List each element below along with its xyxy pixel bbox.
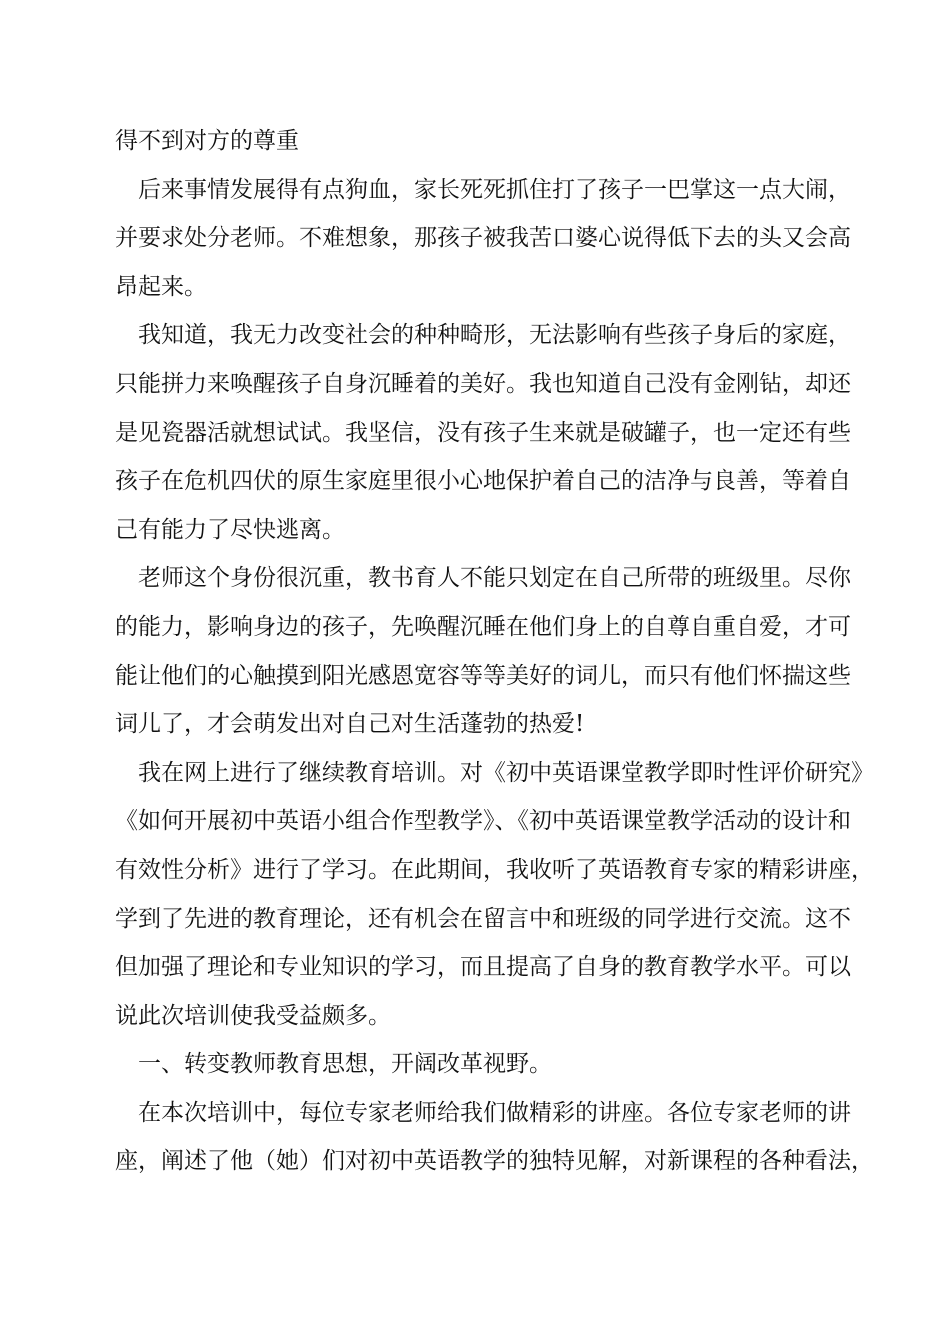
- text-line: 昂起来。: [115, 273, 207, 300]
- text-line: 己有能力了尽快逃离。: [115, 516, 345, 543]
- text-line: 《如何开展初中英语小组合作型教学》、《初中英语课堂教学活动的设计和: [115, 808, 851, 835]
- text-line: 学到了先进的教育理论，还有机会在留言中和班级的同学进行交流。这不: [115, 905, 851, 932]
- paragraph: [115, 117, 835, 166]
- text-line: 是见瓷器活就想试试。我坚信，没有孩子生来就是破罐子，也一定还有些: [115, 419, 851, 446]
- paragraph: [115, 311, 851, 554]
- text-line: 但加强了理论和专业知识的学习，而且提高了自身的教育教学水平。可以: [115, 954, 851, 981]
- document-page: [115, 117, 874, 1186]
- paragraph: [115, 749, 874, 1041]
- text-line: 老师这个身份很沉重，教书育人不能只划定在自己所带的班级里。尽你: [138, 565, 851, 592]
- text-line: 的能力，影响身边的孩子，先唤醒沉睡在他们身上的自尊自重自爱，才可: [115, 613, 851, 640]
- text-line: 有效性分析》进行了学习。在此期间，我收听了英语教育专家的精彩讲座，: [115, 856, 874, 883]
- paragraph: [115, 554, 851, 748]
- text-line: 座，阐述了他（她）们对初中英语教学的独特见解，对新课程的各种看法，: [115, 1148, 874, 1175]
- text-line: 能让他们的心触摸到阳光感恩宽容等等美好的词儿，而只有他们怀揣这些: [115, 662, 851, 689]
- text-line: 只能拼力来唤醒孩子自身沉睡着的美好。我也知道自己没有金刚钻，却还: [115, 370, 851, 397]
- text-line: 在本次培训中，每位专家老师给我们做精彩的讲座。各位专家老师的讲: [138, 1099, 851, 1126]
- text-line: 后来事情发展得有点狗血，家长死死抓住打了孩子一巴掌这一点大闹，: [138, 176, 851, 203]
- paragraph: [115, 1040, 835, 1089]
- text-line: 词儿了，才会萌发出对自己对生活蓬勃的热爱!: [115, 711, 585, 738]
- text-line: 说此次培训使我受益颇多。: [115, 1002, 391, 1029]
- text-line: 得不到对方的尊重: [115, 128, 299, 154]
- text-line: 孩子在危机四伏的原生家庭里很小心地保护着自己的洁净与良善，等着自: [115, 468, 851, 495]
- text-line: 我在网上进行了继续教育培训。对《初中英语课堂教学即时性评价研究》: [138, 759, 874, 786]
- text-line: 一、转变教师教育思想，开阔改革视野。: [138, 1051, 552, 1078]
- paragraph: [115, 166, 851, 312]
- text-line: 并要求处分老师。不难想象，那孩子被我苦口婆心说得低下去的头又会高: [115, 225, 851, 252]
- paragraph: [115, 1089, 874, 1186]
- text-line: 我知道，我无力改变社会的种种畸形，无法影响有些孩子身后的家庭，: [138, 322, 851, 349]
